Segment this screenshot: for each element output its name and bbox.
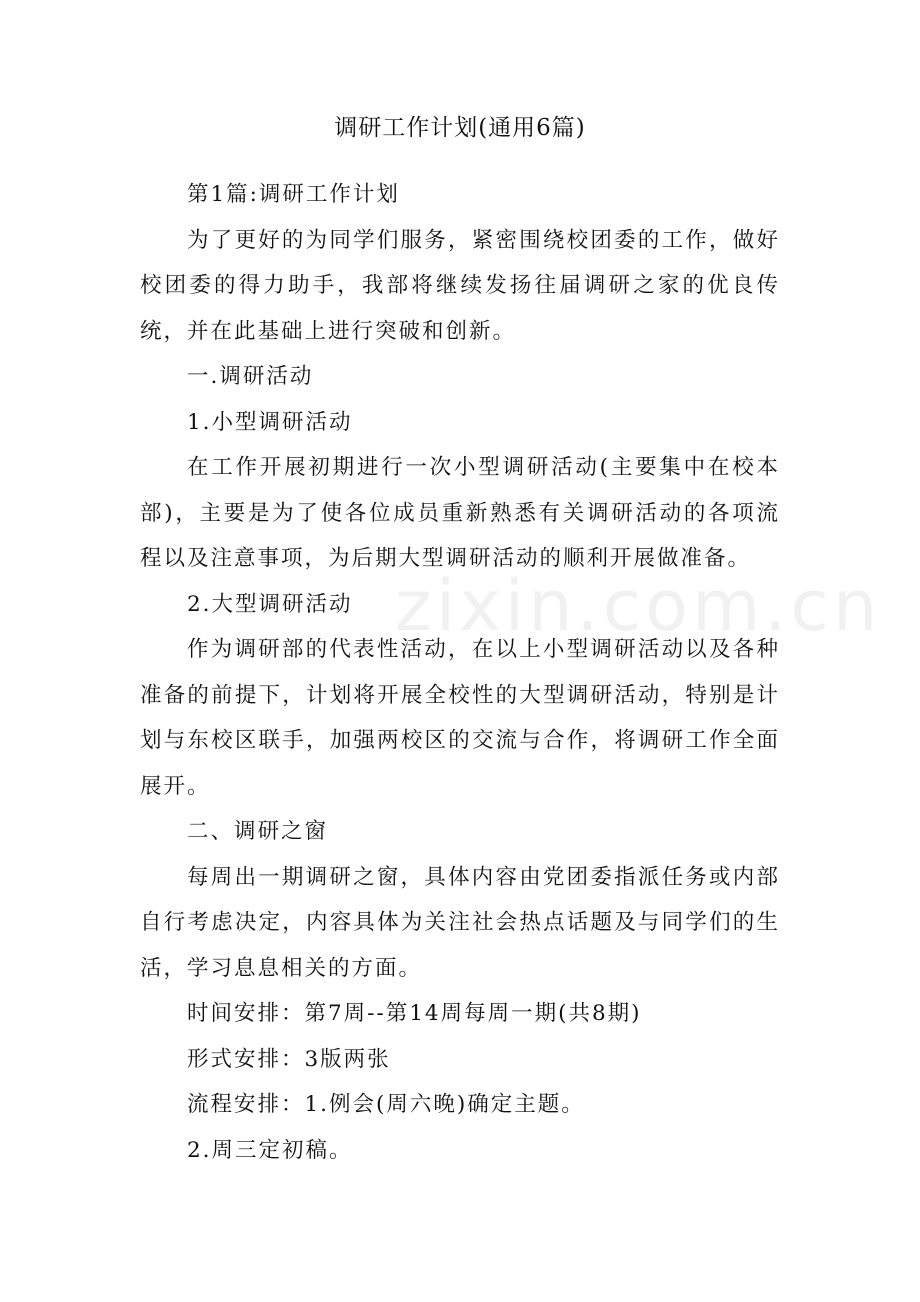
body-paragraph: 为了更好的为同学们服务，紧密围绕校团委的工作，做好校团委的得力助手，我部将继续发扬往届调研之家的优良传统，并在此基础上进行突破和创新。 <box>140 227 780 344</box>
subsection-heading: 2.大型调研活动 <box>187 591 353 617</box>
document-body <box>140 172 780 1173</box>
body-paragraph: 在工作开展初期进行一次小型调研活动(主要集中在校本部)，主要是为了使各位成员重新熟悉有关调研活动的各项流程以及注意事项，为后期大型调研活动的顺利开展做准备。 <box>140 455 780 571</box>
process-line: 2.周三定初稿。 <box>187 1137 353 1163</box>
document-title: 调研工作计划(通用6篇) <box>334 115 586 141</box>
section-heading: 一.调研活动 <box>187 364 314 389</box>
process-line: 流程安排：1.例会(周六晚)确定主题。 <box>187 1092 585 1117</box>
format-line: 形式安排：3版两张 <box>187 1046 391 1072</box>
schedule-line: 时间安排：第7周--第14周每周一期(共8期) <box>187 1001 642 1026</box>
watermark: zixin.com.cn <box>395 565 882 647</box>
section-heading: 第1篇:调研工作计划 <box>187 182 400 207</box>
body-paragraph: 每周出一期调研之窗，具体内容由党团委指派任务或内部自行考虑决定，内容具体为关注社会热点话题及与同学们的生活，学习息息相关的方面。 <box>140 864 780 981</box>
subsection-heading: 1.小型调研活动 <box>187 409 353 435</box>
body-paragraph: 作为调研部的代表性活动，在以上小型调研活动以及各种准备的前提下，计划将开展全校性的大型调研活动，特别是计划与东校区联手，加强两校区的交流与合作，将调研工作全面展开。 <box>140 637 780 799</box>
section-heading: 二、调研之窗 <box>187 819 329 844</box>
